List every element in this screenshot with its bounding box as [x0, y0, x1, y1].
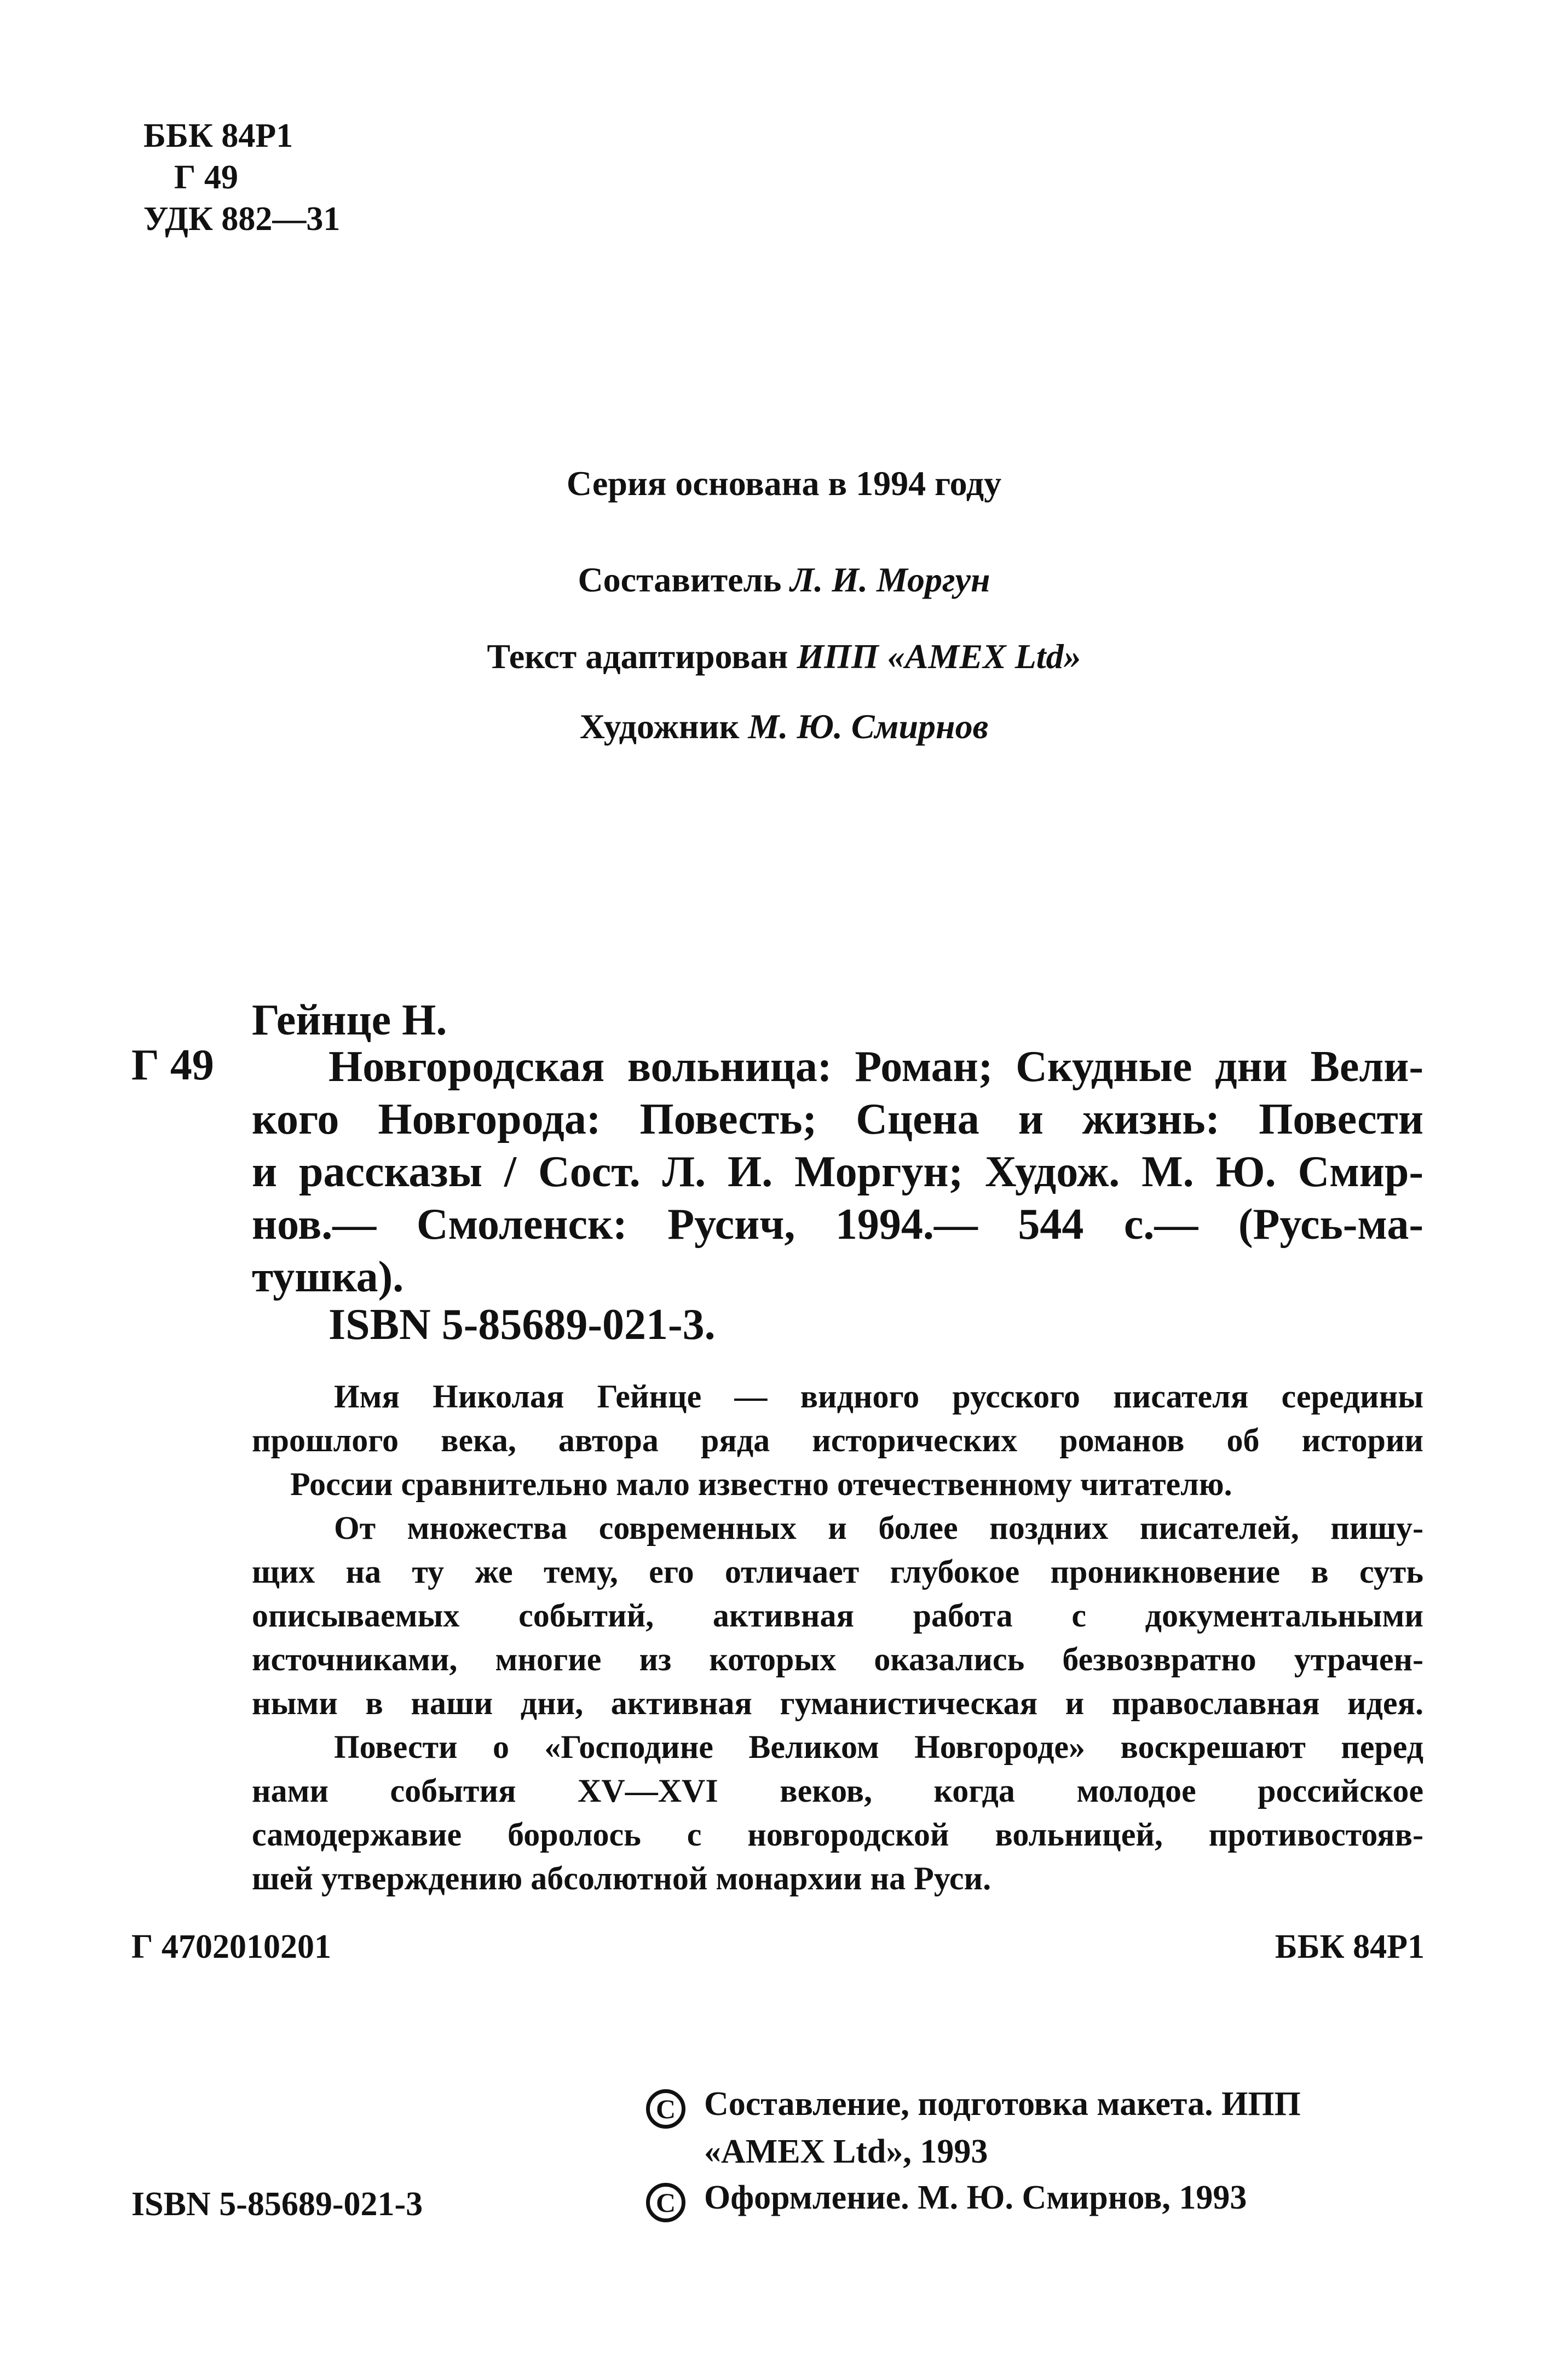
annotation-line: России сравнительно мало известно отечественному читателю. [290, 1466, 1232, 1502]
biblio-line: и рассказы / Сост. Л. И. Моргун; Худож. М. Ю. Смир- [252, 1148, 1423, 1196]
annotation-line: Имя Николая Гейнце — видного русского писателя середины [334, 1378, 1423, 1415]
footer-isbn: ISBN 5-85689-021-3 [131, 2186, 423, 2223]
annotation-line: источниками, многие из которых оказались безвозвратно утрачен- [252, 1641, 1423, 1677]
annotation-line: прошлого века, автора ряда исторических романов об истории [252, 1422, 1423, 1458]
compiler-name: Л. И. Моргун [790, 560, 990, 599]
bbk-code: ББК 84Р1 [143, 117, 293, 154]
udk-code: УДК 882—31 [143, 200, 341, 238]
annotation-line: Повести о «Господине Великом Новгороде» воскрешают перед [334, 1729, 1423, 1765]
isbn-record: ISBN 5-85689-021-3. [328, 1301, 716, 1349]
record-index: Г 49 [131, 1041, 214, 1089]
copyright-notice [646, 2175, 1301, 2222]
annotation-line: описываемых событий, активная работа с документальными [252, 1597, 1423, 1634]
copyright-block [646, 2081, 1301, 2222]
artist-label: Художник [579, 707, 740, 746]
copyright-notice-continuation: «AMEX Ltd», 1993 [704, 2133, 988, 2170]
annotation-paragraph [252, 1375, 1423, 1506]
annotation-paragraph [252, 1725, 1423, 1900]
biblio-line: Новгородская вольница: Роман; Скудные дни Вели- [328, 1043, 1423, 1091]
adaptation-credit [0, 636, 1568, 677]
biblio-line: нов.— Смоленск: Русич, 1994.— 544 с.— (Русь-ма- [252, 1200, 1423, 1249]
artist-name: М. Ю. Смирнов [748, 707, 989, 746]
annotation-line: щих на ту же тему, его отличает глубокое проникновение в суть [252, 1554, 1423, 1590]
series-founded: Серия основана в 1994 году [566, 464, 1002, 503]
annotation-line: нами события XV—XVI веков, когда молодое российское [252, 1773, 1423, 1809]
copyright-icon: C [646, 2089, 685, 2129]
copyright-notice [646, 2081, 1301, 2129]
annotation-line: От множества современных и более поздних писателей, пишу- [334, 1510, 1423, 1546]
annotation-line: ными в наши дни, активная гуманистическая и православная идея. [252, 1685, 1423, 1721]
annotation-paragraph [252, 1506, 1423, 1725]
artist-credit [0, 706, 1568, 747]
bibliographic-description [252, 1040, 1423, 1303]
author-heading: Гейнце Н. [252, 996, 447, 1044]
biblio-line: кого Новгорода: Повесть; Сцена и жизнь: Повести [252, 1095, 1423, 1143]
annotation [252, 1375, 1423, 1900]
compiler-credit [0, 560, 1568, 600]
annotation-line: самодержавие боролось с новгородской вольницей, противостояв- [252, 1816, 1423, 1853]
copyright-text: Составление, подготовка макета. ИПП [704, 2085, 1301, 2123]
footer-code: Г 4702010201 [131, 1928, 331, 1965]
copyright-text: Оформление. М. Ю. Смирнов, 1993 [704, 2179, 1247, 2216]
copyright-icon: C [646, 2183, 685, 2222]
adapted-name: ИПП «AMEX Ltd» [797, 637, 1081, 676]
biblio-line: тушка). [252, 1253, 404, 1301]
adapted-label: Текст адаптирован [487, 637, 788, 676]
annotation-line: шей утверждению абсолютной монархии на Руси. [252, 1860, 991, 1896]
compiler-label: Составитель [578, 560, 782, 599]
author-index-code: Г 49 [174, 159, 238, 196]
footer-bbk: ББК 84Р1 [1275, 1928, 1425, 1965]
